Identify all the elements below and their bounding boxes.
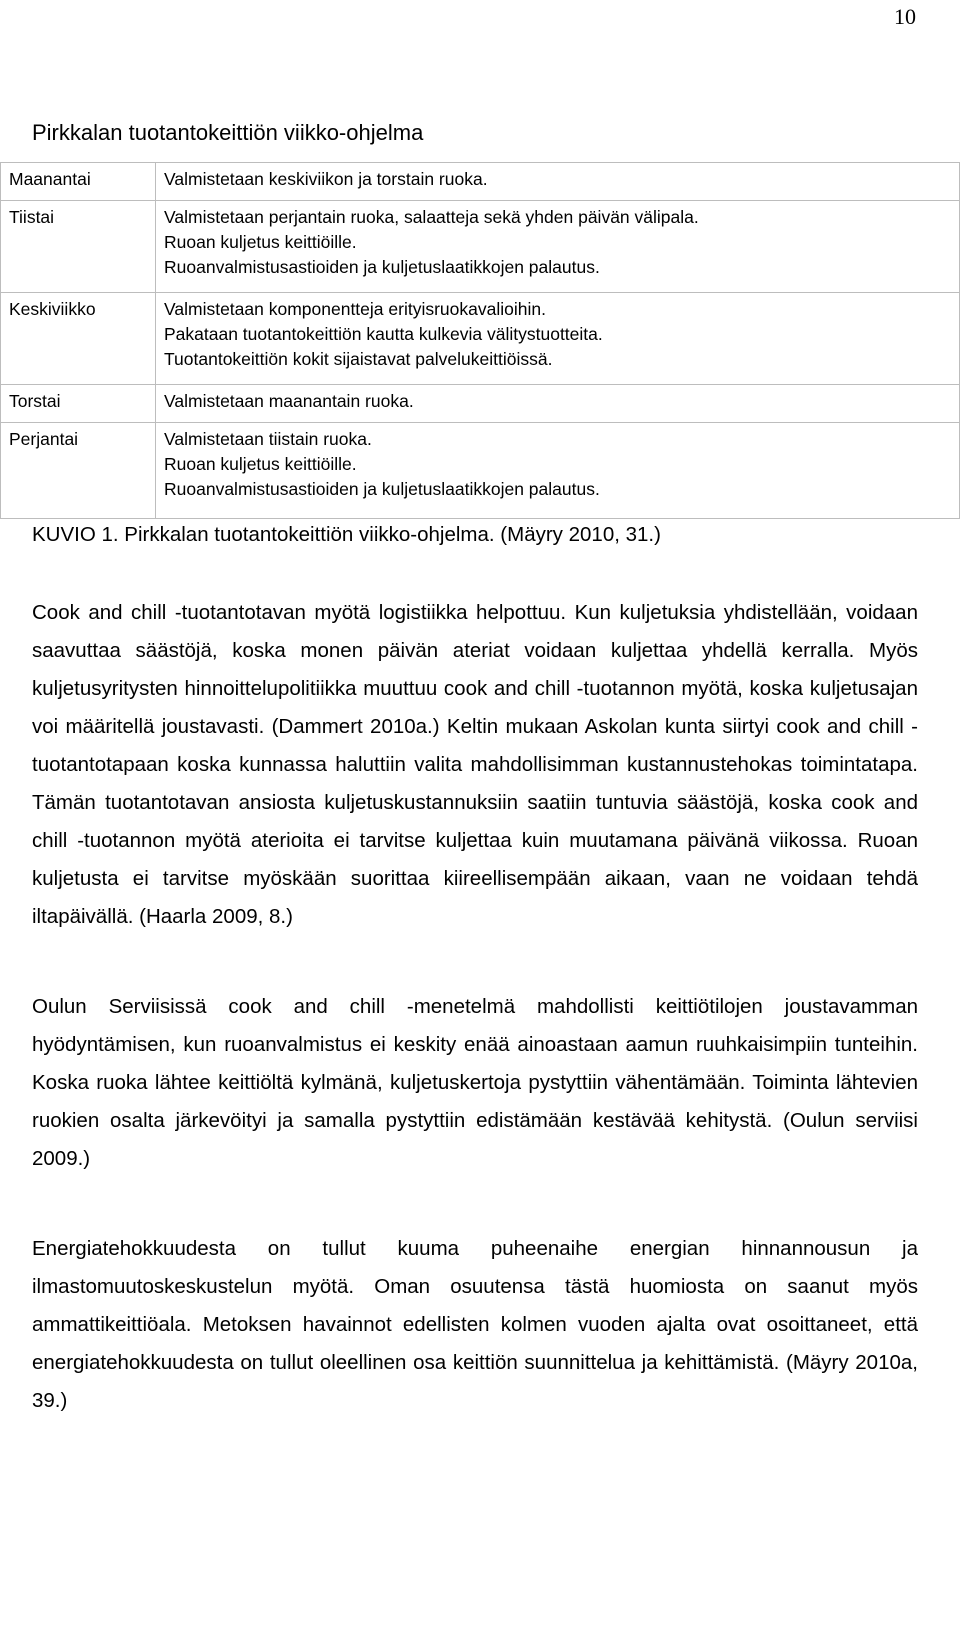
day-cell: Tiistai [1, 201, 156, 293]
day-cell: Perjantai [1, 423, 156, 519]
weekly-schedule-table [0, 162, 960, 519]
day-cell: Keskiviikko [1, 293, 156, 385]
activity-line: Ruoanvalmistusastioiden ja kuljetuslaatikkojen palautus. [164, 257, 600, 277]
activities-cell [156, 423, 960, 519]
activities-cell [156, 293, 960, 385]
activity-line: Ruoan kuljetus keittiöille. [164, 454, 357, 474]
activity-line: Valmistetaan komponentteja erityisruokavalioihin. [164, 299, 546, 319]
activity-line: Tuotantokeittiön kokit sijaistavat palvelukeittiöissä. [164, 349, 553, 369]
paragraph: Cook and chill -tuotantotavan myötä logistiikka helpottuu. Kun kuljetuksia yhdistellään, voidaan saavuttaa säästöjä, koska monen päivän ateriat voidaan kuljettaa yhdellä kerralla. Myös kuljetusyritysten hinnoittelupolitiikka muuttuu cook and chill -tuotannon myötä, koska kuljetusajan voi määritellä joustavasti. (Dammert 2010a.) Keltin mukaan Askolan kunta siirtyi cook and chill -tuotantotapaan koska kunnassa haluttiin valita mahdollisimman kustannustehokas toimintatapa. Tämän tuotantotavan ansiosta kuljetuskustannuksiin saatiin tuntuvia säästöjä, koska cook and chill -tuotannon myötä aterioita ei tarvitse kuljettaa kuin muutamana päivänä viikossa. Ruoan kuljetusta ei tarvitse myöskään suorittaa kiireellisempään aikaan, vaan ne voidaan tehdä iltapäivällä. (Haarla 2009, 8.) [32, 601, 918, 928]
table-row [1, 201, 960, 293]
activity-line: Valmistetaan tiistain ruoka. [164, 429, 372, 449]
activity-line: Valmistetaan perjantain ruoka, salaatteja sekä yhden päivän välipala. [164, 207, 699, 227]
activity-line: Ruoan kuljetus keittiöille. [164, 232, 357, 252]
table-row [1, 293, 960, 385]
figure-caption: KUVIO 1. Pirkkalan tuotantokeittiön viikko-ohjelma. (Mäyry 2010, 31.) [32, 523, 661, 546]
activity-line: Valmistetaan maanantain ruoka. [164, 391, 414, 411]
activities-cell [156, 163, 960, 201]
activities-cell [156, 385, 960, 423]
body-text [32, 594, 918, 1472]
table-row [1, 163, 960, 201]
activities-cell [156, 201, 960, 293]
day-cell: Torstai [1, 385, 156, 423]
activity-line: Ruoanvalmistusastioiden ja kuljetuslaatikkojen palautus. [164, 479, 600, 499]
activity-line: Pakataan tuotantokeittiön kautta kulkevia välitystuotteita. [164, 324, 603, 344]
activity-line: Valmistetaan keskiviikon ja torstain ruoka. [164, 169, 488, 189]
table-row [1, 385, 960, 423]
paragraph: Oulun Serviisissä cook and chill -menetelmä mahdollisti keittiötilojen joustavamman hyödyntämisen, kun ruoanvalmistus ei keskity enää ainoastaan aamun ruuhkaisimpiin tunteihin. Koska ruoka lähtee keittiöltä kylmänä, kuljetuskertoja pystyttiin vähentämään. Toiminta lähtevien ruokien osalta järkevöityi ja samalla pystyttiin edistämään kestävää kehitystä. (Oulun serviisi 2009.) [32, 995, 918, 1170]
table-row [1, 423, 960, 519]
day-cell: Maanantai [1, 163, 156, 201]
page-number: 10 [894, 4, 916, 29]
paragraph: Energiatehokkuudesta on tullut kuuma puheenaihe energian hinnannousun ja ilmastomuutoskeskustelun myötä. Oman osuutensa tästä huomiosta on saanut myös ammattikeittiöala. Metoksen havainnot edellisten kolmen vuoden ajalta ovat osoittaneet, että energiatehokkuudesta on tullut oleellinen osa keittiön suunnittelua ja kehittämistä. (Mäyry 2010a, 39.) [32, 1237, 918, 1412]
schedule-title: Pirkkalan tuotantokeittiön viikko-ohjelma [32, 120, 424, 145]
